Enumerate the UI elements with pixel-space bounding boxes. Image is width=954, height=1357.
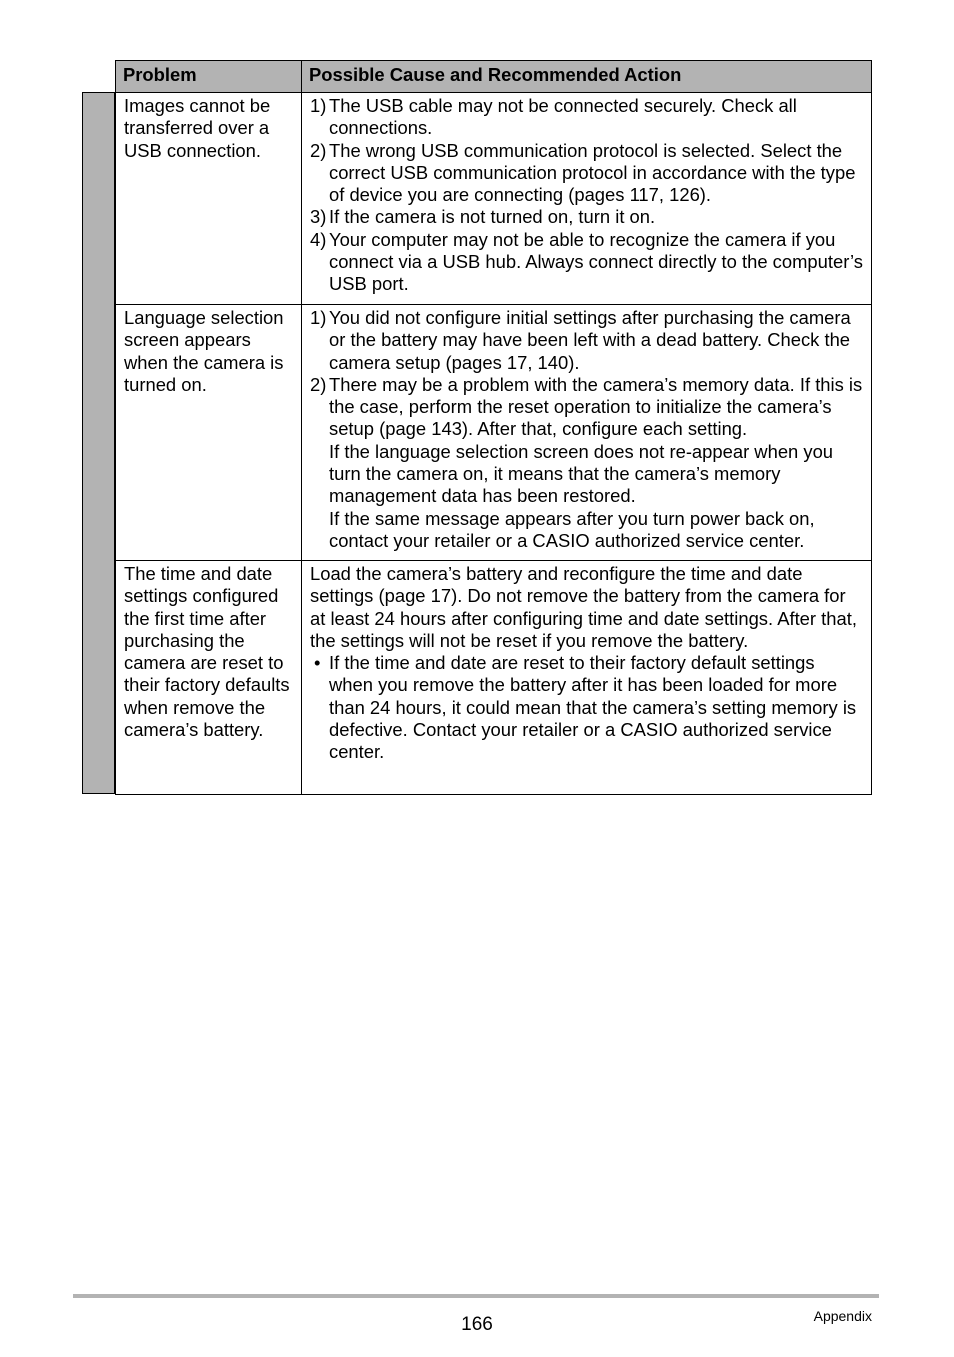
problem-cell: Images cannot be transferred over a USB connection.	[116, 93, 302, 305]
item-number: 2)	[310, 373, 327, 395]
action-cell	[302, 561, 872, 795]
numbered-item	[310, 229, 863, 296]
table-row	[116, 305, 872, 561]
action-cell	[302, 305, 872, 561]
table-header-row	[116, 61, 872, 93]
action-paragraph: Load the camera’s battery and reconfigure the time and date settings (page 17). Do not remove the battery from the camera for at least 24 hours after configuring time and date settings. After that, the settings will not be reset if you remove the battery.	[310, 563, 857, 651]
header-action: Possible Cause and Recommended Action	[302, 61, 872, 93]
numbered-item	[310, 206, 863, 228]
problem-cell: The time and date settings configured the first time after purchasing the camera are reset to their factory defaults when remove the camera’s battery.	[116, 561, 302, 795]
footer-rule	[73, 1294, 879, 1298]
troubleshooting-table	[115, 60, 872, 795]
page-number: 166	[461, 1314, 493, 1335]
item-text: You did not configure initial settings after purchasing the camera or the battery may have been left with a dead battery. Check the camera setup (pages 17, 140).	[329, 307, 851, 373]
item-text: If the camera is not turned on, turn it on.	[329, 206, 656, 228]
item-number: 1)	[310, 95, 327, 116]
bullet-text: If the time and date are reset to their factory default settings when you remove the battery after it has been loaded for more than 24 hours, it could mean that the camera’s setting memory is defective. Contact your retailer or a CASIO authorized service center.	[329, 652, 857, 763]
problem-cell: Language selection screen appears when the camera is turned on.	[116, 305, 302, 561]
item-text: The USB cable may not be connected securely. Check all connections.	[329, 95, 797, 139]
bullet-mark: •	[314, 652, 321, 674]
bullet-item	[310, 652, 863, 763]
section-label: Appendix	[813, 1308, 872, 1324]
table-row	[116, 561, 872, 795]
numbered-item	[310, 374, 863, 441]
item-number: 2)	[310, 139, 327, 161]
item-number: 4)	[310, 228, 327, 250]
item-number: 1)	[310, 307, 327, 328]
item-number: 3)	[310, 206, 327, 228]
header-problem: Problem	[116, 61, 302, 93]
note-paragraph: If the language selection screen does not re-appear when you turn the camera on, it means that the camera’s memory management data has been restored.	[329, 440, 834, 507]
table-row	[116, 93, 872, 305]
note-paragraph: If the same message appears after you turn power back on, contact your retailer or a CASIO authorized service center.	[329, 507, 815, 551]
section-side-tab	[82, 92, 115, 794]
item-text: Your computer may not be able to recognize the camera if you connect via a USB hub. Always connect directly to the computer’s USB port.	[329, 228, 863, 295]
numbered-item	[310, 307, 863, 374]
item-text: There may be a problem with the camera’s memory data. If this is the case, perform the reset operation to initialize the camera’s setup (page 143). After that, configure each setting.	[329, 373, 863, 440]
item-text: The wrong USB communication protocol is selected. Select the correct USB communication protocol in accordance with the type of device you are connecting (pages 117, 126).	[329, 139, 856, 206]
numbered-item	[310, 140, 863, 207]
action-cell	[302, 93, 872, 305]
numbered-item	[310, 95, 863, 140]
